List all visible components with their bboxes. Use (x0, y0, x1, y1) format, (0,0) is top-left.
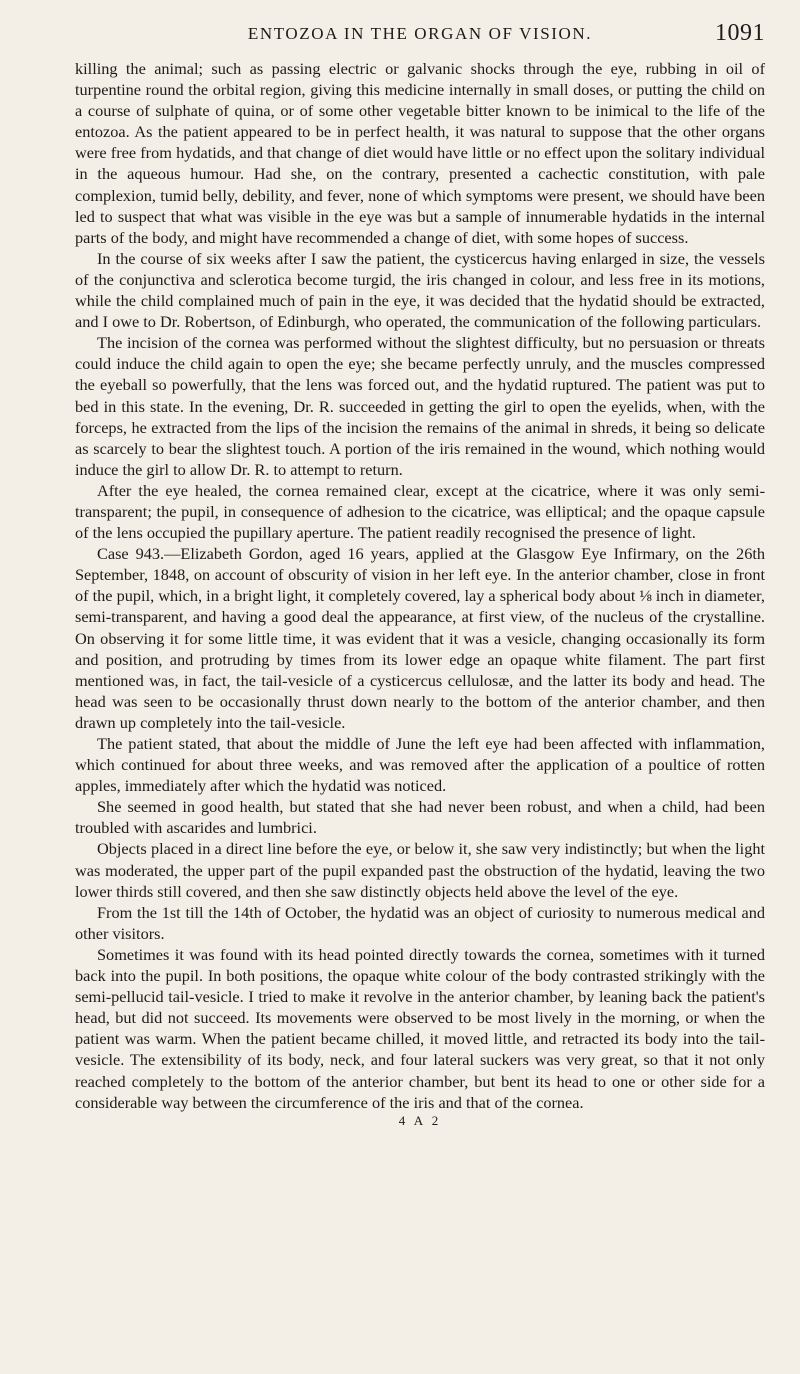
paragraph: She seemed in good health, but stated that she had never been robust, and when a child, had been troubled with ascarides and lumbrici. (75, 797, 765, 838)
body-text (75, 58, 765, 1113)
paragraph: In the course of six weeks after I saw the patient, the cysticercus having enlarged in size, the vessels of the conjunctiva and sclerotica become turgid, the iris changed in colour, and less free in its motions, while the child complained much of pain in the eye, it was decided that the hydatid should be extracted, and I owe to Dr. Robertson, of Edinburgh, who operated, the communication of the following particulars. (75, 248, 765, 332)
paragraph: Objects placed in a direct line before the eye, or below it, she saw very indistinctly; but when the light was moderated, the upper part of the pupil expanded past the obstruction of the hydatid, leaving the two lower thirds still covered, and then she saw distinctly objects held above the level of the eye. (75, 839, 765, 901)
running-header (75, 22, 765, 58)
case-paragraph: Case 943.—Elizabeth Gordon, aged 16 years, applied at the Glasgow Eye Infirmary, on the 26th September, 1848, on account of obscurity of vision in her left eye. In the anterior chamber, close in front of the pupil, which, in a bright light, it completely covered, lay a spherical body about ⅛ inch in diameter, semi-transparent, and having a good deal the appearance, at first view, of the nucleus of the crystalline. On observing it for some little time, it was evident that it was a vesicle, changing occasionally its form and position, and protruding by times from its lower edge an opaque white filament. The part first mentioned was, in fact, the tail-vesicle of a cysticercus cellulosæ, and the latter its body and head. The head was seen to be occasionally thrust down nearly to the bottom of the anterior chamber, and then drawn up completely into the tail-vesicle. (75, 544, 765, 732)
page-number: 1091 (715, 20, 765, 46)
signature-mark: 4 A 2 (398, 1112, 442, 1128)
paragraph: The incision of the cornea was performed without the slightest difficulty, but no persuasion or threats could induce the child again to open the eye; she became perfectly unruly, and the muscles compressed the eyeball so powerfully, that the lens was forced out, and the hydatid ruptured. The patient was put to bed in this state. In the evening, Dr. R. succeeded in getting the girl to open the eyelids, when, with the forceps, he extracted from the lips of the incision the remains of the animal in shreds, it being so delicate as scarcely to bear the slightest touch. A portion of the iris remained in the wound, which nothing would induce the girl to allow Dr. R. to attempt to return. (75, 333, 765, 479)
book-page (75, 22, 765, 1129)
paragraph: From the 1st till the 14th of October, the hydatid was an object of curiosity to numerous medical and other visitors. (75, 902, 765, 943)
paragraph: The patient stated, that about the middle of June the left eye had been affected with inflammation, which continued for about three weeks, and was removed after the application of a poultice of rotten apples, immediately after which the hydatid was noticed. (75, 734, 765, 796)
paragraph: killing the animal; such as passing electric or galvanic shocks through the eye, rubbing in oil of turpentine round the orbital region, giving this medicine internally in small doses, or putting the child on a course of sulphate of quina, or of some other vegetable bitter known to be inimical to the life of the entozoa. As the patient appeared to be in perfect health, it was natural to suppose that the other organs were free from hydatids, and that change of diet would have little or no effect upon the solitary individual in the aqueous humour. Had she, on the contrary, presented a cachectic constitution, with pale complexion, tumid belly, debility, and fever, none of which symptoms were present, we should have been led to suspect that what was visible in the eye was but a sample of innumerable hydatids in the internal parts of the body, and might have recommended a change of diet, with some hopes of success. (75, 59, 765, 247)
paragraph: After the eye healed, the cornea remained clear, except at the cicatrice, where it was only semi-transparent; the pupil, in consequence of adhesion to the cicatrice, was elliptical; and the opaque capsule of the lens occupied the pupillary aperture. The patient readily recognised the presence of light. (75, 480, 765, 543)
paragraph: Sometimes it was found with its head pointed directly towards the cornea, sometimes with it turned back into the pupil. In both positions, the opaque white colour of the body contrasted strikingly with the semi-pellucid tail-vesicle. I tried to make it revolve in the anterior chamber, by leaning back the patient's head, but did not succeed. Its movements were observed to be most lively in the morning, or when the patient was warm. When the patient became chilled, it moved little, and retracted its body into the tail-vesicle. The extensibility of its body, neck, and four lateral suckers was very great, so that it not only reached completely to the bottom of the anterior chamber, but bent its head to one or other side for a considerable way between the circumference of the iris and that of the cornea. (75, 944, 765, 1112)
running-title: ENTOZOA IN THE ORGAN OF VISION. (247, 24, 593, 43)
